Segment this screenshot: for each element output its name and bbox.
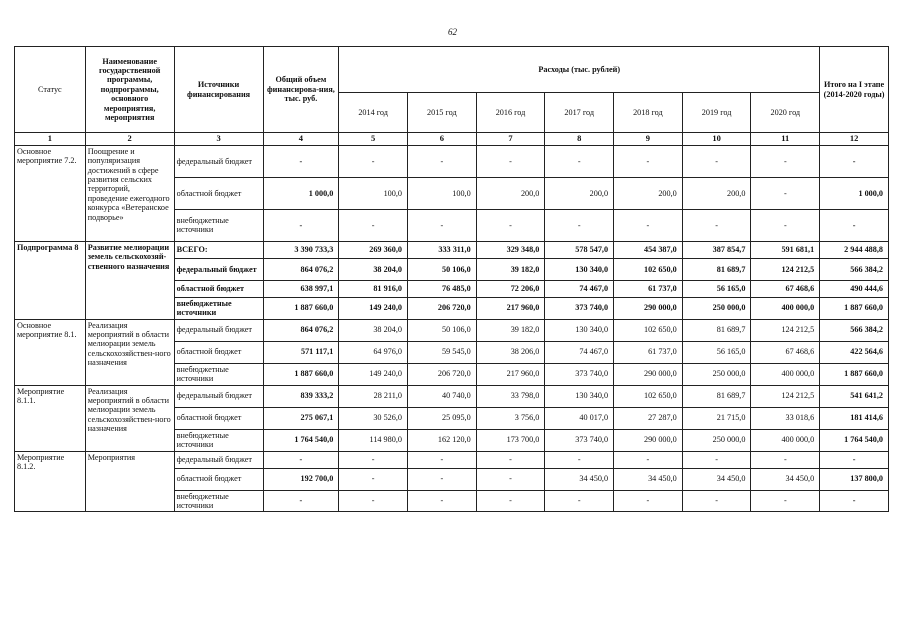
year-value-cell: 33 018,6	[751, 407, 820, 429]
year-value-cell: 250 000,0	[682, 429, 751, 451]
year-value-cell: 56 165,0	[682, 280, 751, 297]
status-cell: Подпрограмма 8	[15, 241, 86, 319]
year-value-cell: 81 689,7	[682, 258, 751, 280]
year-value-cell: 124 212,5	[751, 385, 820, 407]
column-number: 1	[15, 133, 86, 146]
year-value-cell: 200,0	[545, 177, 614, 209]
total-cell: 839 333,2	[263, 385, 339, 407]
year-value-cell: 400 000,0	[751, 363, 820, 385]
year-value-cell: 50 106,0	[407, 258, 476, 280]
year-value-cell: 130 340,0	[545, 258, 614, 280]
year-value-cell: 290 000,0	[614, 429, 683, 451]
name-cell: Развитие мелиорации земель сельскохозяй-ственного назначения	[85, 241, 174, 319]
itogo-cell: 566 384,2	[820, 319, 889, 341]
year-value-cell: -	[614, 451, 683, 468]
year-value-cell: -	[682, 209, 751, 241]
source-cell: федеральный бюджет	[174, 385, 263, 407]
name-cell: Реализация мероприятий в области мелиорации земель сельскохозяйствен-ного назначения	[85, 319, 174, 385]
column-number: 7	[476, 133, 545, 146]
year-value-cell: -	[339, 145, 408, 177]
year-value-cell: 591 681,1	[751, 241, 820, 258]
year-value-cell: 400 000,0	[751, 429, 820, 451]
year-value-cell: -	[751, 145, 820, 177]
column-number-row	[15, 133, 889, 146]
total-cell: 275 067,1	[263, 407, 339, 429]
year-value-cell: -	[339, 468, 408, 490]
year-value-cell: 81 689,7	[682, 385, 751, 407]
header-year: 2017 год	[545, 93, 614, 133]
page-number: 62	[448, 27, 457, 37]
year-value-cell: -	[751, 209, 820, 241]
itogo-cell: 1 000,0	[820, 177, 889, 209]
total-cell: 1 887 660,0	[263, 363, 339, 385]
year-value-cell: -	[407, 451, 476, 468]
year-value-cell: -	[545, 490, 614, 512]
total-cell: 192 700,0	[263, 468, 339, 490]
year-value-cell: 173 700,0	[476, 429, 545, 451]
status-cell: Основное мероприятие 7.2.	[15, 145, 86, 241]
year-value-cell: 206 720,0	[407, 297, 476, 319]
year-value-cell: 39 182,0	[476, 319, 545, 341]
source-cell: внебюджетные источники	[174, 209, 263, 241]
itogo-cell: 490 444,6	[820, 280, 889, 297]
header-year: 2016 год	[476, 93, 545, 133]
year-value-cell: 38 204,0	[339, 319, 408, 341]
year-value-cell: 74 467,0	[545, 341, 614, 363]
year-value-cell: 217 960,0	[476, 297, 545, 319]
total-cell: 864 076,2	[263, 319, 339, 341]
total-cell: 3 390 733,3	[263, 241, 339, 258]
table-row	[15, 319, 889, 341]
year-value-cell: 81 689,7	[682, 319, 751, 341]
year-value-cell: 333 311,0	[407, 241, 476, 258]
year-value-cell: 149 240,0	[339, 297, 408, 319]
year-value-cell: 61 737,0	[614, 280, 683, 297]
column-number: 8	[545, 133, 614, 146]
itogo-cell: -	[820, 209, 889, 241]
source-cell: внебюджетные источники	[174, 429, 263, 451]
column-number: 4	[263, 133, 339, 146]
year-value-cell: 102 650,0	[614, 258, 683, 280]
year-value-cell: -	[682, 145, 751, 177]
total-cell: -	[263, 451, 339, 468]
year-value-cell: -	[476, 490, 545, 512]
total-cell: 1 764 540,0	[263, 429, 339, 451]
year-value-cell: -	[339, 209, 408, 241]
total-cell: 864 076,2	[263, 258, 339, 280]
year-value-cell: 454 387,0	[614, 241, 683, 258]
year-value-cell: 50 106,0	[407, 319, 476, 341]
year-value-cell: 38 206,0	[476, 341, 545, 363]
year-value-cell: 290 000,0	[614, 297, 683, 319]
year-value-cell: -	[682, 490, 751, 512]
year-value-cell: 200,0	[476, 177, 545, 209]
year-value-cell: 217 960,0	[476, 363, 545, 385]
year-value-cell: 40 017,0	[545, 407, 614, 429]
year-value-cell: -	[545, 451, 614, 468]
itogo-cell: 566 384,2	[820, 258, 889, 280]
header-year: 2015 год	[407, 93, 476, 133]
year-value-cell: 40 740,0	[407, 385, 476, 407]
year-value-cell: 67 468,6	[751, 341, 820, 363]
name-cell: Реализация мероприятий в области мелиорации земель сельскохозяйствен-ного назначения	[85, 385, 174, 451]
table-row	[15, 241, 889, 258]
column-number: 2	[85, 133, 174, 146]
year-value-cell: 400 000,0	[751, 297, 820, 319]
year-value-cell: -	[407, 468, 476, 490]
itogo-cell: 541 641,2	[820, 385, 889, 407]
year-value-cell: 27 287,0	[614, 407, 683, 429]
year-value-cell: 64 976,0	[339, 341, 408, 363]
status-cell: Основное мероприятие 8.1.	[15, 319, 86, 385]
year-value-cell: 34 450,0	[751, 468, 820, 490]
year-value-cell: -	[407, 209, 476, 241]
year-value-cell: 100,0	[339, 177, 408, 209]
year-value-cell: 329 348,0	[476, 241, 545, 258]
total-cell: -	[263, 209, 339, 241]
year-value-cell: 206 720,0	[407, 363, 476, 385]
table-row	[15, 145, 889, 177]
year-value-cell: -	[476, 468, 545, 490]
year-value-cell: -	[545, 209, 614, 241]
source-cell: областной бюджет	[174, 341, 263, 363]
year-value-cell: -	[614, 209, 683, 241]
year-value-cell: 114 980,0	[339, 429, 408, 451]
year-value-cell: 162 120,0	[407, 429, 476, 451]
table-row	[15, 385, 889, 407]
year-value-cell: 130 340,0	[545, 319, 614, 341]
year-value-cell: 39 182,0	[476, 258, 545, 280]
itogo-cell: 137 800,0	[820, 468, 889, 490]
source-cell: федеральный бюджет	[174, 451, 263, 468]
year-value-cell: 3 756,0	[476, 407, 545, 429]
total-cell: 1 887 660,0	[263, 297, 339, 319]
column-number: 11	[751, 133, 820, 146]
source-cell: федеральный бюджет	[174, 145, 263, 177]
total-cell: -	[263, 145, 339, 177]
year-value-cell: 38 204,0	[339, 258, 408, 280]
year-value-cell: -	[339, 451, 408, 468]
itogo-cell: 1 887 660,0	[820, 363, 889, 385]
header-total-volume: Общий объем финансирова-ния, тыс. руб.	[263, 47, 339, 133]
year-value-cell: 578 547,0	[545, 241, 614, 258]
header-name: Наименование государственной программы, подпрограммы, основного мероприятия, мероприятия	[85, 47, 174, 133]
name-cell: Мероприятия	[85, 451, 174, 512]
year-value-cell: 74 467,0	[545, 280, 614, 297]
year-value-cell: 102 650,0	[614, 319, 683, 341]
year-value-cell: -	[614, 490, 683, 512]
year-value-cell: 81 916,0	[339, 280, 408, 297]
table-body	[15, 145, 889, 512]
header-sources: Источники финансирования	[174, 47, 263, 133]
year-value-cell: 25 095,0	[407, 407, 476, 429]
total-cell: 1 000,0	[263, 177, 339, 209]
year-value-cell: -	[476, 209, 545, 241]
year-value-cell: 72 206,0	[476, 280, 545, 297]
year-value-cell: 102 650,0	[614, 385, 683, 407]
itogo-cell: 1 764 540,0	[820, 429, 889, 451]
source-cell: областной бюджет	[174, 280, 263, 297]
year-value-cell: 269 360,0	[339, 241, 408, 258]
name-cell: Поощрение и популяризация достижений в сфере развития сельских территорий, проведение ежегодного конкурса «Ветеранское подворье»	[85, 145, 174, 241]
year-value-cell: -	[476, 145, 545, 177]
source-cell: областной бюджет	[174, 177, 263, 209]
year-value-cell: 30 526,0	[339, 407, 408, 429]
year-value-cell: 61 737,0	[614, 341, 683, 363]
year-value-cell: 250 000,0	[682, 297, 751, 319]
year-value-cell: 33 798,0	[476, 385, 545, 407]
header-year: 2020 год	[751, 93, 820, 133]
year-value-cell: -	[751, 177, 820, 209]
year-value-cell: 130 340,0	[545, 385, 614, 407]
header-year: 2018 год	[614, 93, 683, 133]
year-value-cell: 28 211,0	[339, 385, 408, 407]
year-value-cell: 67 468,6	[751, 280, 820, 297]
itogo-cell: -	[820, 451, 889, 468]
status-cell: Мероприятие 8.1.1.	[15, 385, 86, 451]
total-cell: -	[263, 490, 339, 512]
year-value-cell: -	[407, 490, 476, 512]
itogo-cell: 1 887 660,0	[820, 297, 889, 319]
year-value-cell: 124 212,5	[751, 319, 820, 341]
source-cell: внебюджетные источники	[174, 363, 263, 385]
source-cell: областной бюджет	[174, 407, 263, 429]
year-value-cell: 387 854,7	[682, 241, 751, 258]
itogo-cell: -	[820, 490, 889, 512]
budget-table	[14, 46, 889, 512]
year-value-cell: 290 000,0	[614, 363, 683, 385]
year-value-cell: 200,0	[682, 177, 751, 209]
itogo-cell: -	[820, 145, 889, 177]
column-number: 9	[614, 133, 683, 146]
year-value-cell: 59 545,0	[407, 341, 476, 363]
itogo-cell: 2 944 488,8	[820, 241, 889, 258]
itogo-cell: 181 414,6	[820, 407, 889, 429]
year-value-cell: -	[614, 145, 683, 177]
year-value-cell: 250 000,0	[682, 363, 751, 385]
header-status: Статус	[15, 47, 86, 133]
year-value-cell: -	[339, 490, 408, 512]
header-itogo: Итого на I этапе (2014-2020 годы)	[820, 47, 889, 133]
year-value-cell: 373 740,0	[545, 297, 614, 319]
year-value-cell: 34 450,0	[545, 468, 614, 490]
source-cell: внебюджетные источники	[174, 297, 263, 319]
header-year: 2019 год	[682, 93, 751, 133]
year-value-cell: 149 240,0	[339, 363, 408, 385]
source-cell: федеральный бюджет	[174, 258, 263, 280]
source-cell: федеральный бюджет	[174, 319, 263, 341]
source-cell: областной бюджет	[174, 468, 263, 490]
year-value-cell: 373 740,0	[545, 429, 614, 451]
year-value-cell: -	[751, 451, 820, 468]
source-cell: ВСЕГО:	[174, 241, 263, 258]
total-cell: 571 117,1	[263, 341, 339, 363]
total-cell: 638 997,1	[263, 280, 339, 297]
year-value-cell: -	[545, 145, 614, 177]
year-value-cell: 76 485,0	[407, 280, 476, 297]
year-value-cell: -	[751, 490, 820, 512]
column-number: 6	[407, 133, 476, 146]
year-value-cell: 124 212,5	[751, 258, 820, 280]
year-value-cell: -	[476, 451, 545, 468]
year-value-cell: -	[682, 451, 751, 468]
source-cell: внебюджетные источники	[174, 490, 263, 512]
year-value-cell: -	[407, 145, 476, 177]
table-row	[15, 451, 889, 468]
year-value-cell: 100,0	[407, 177, 476, 209]
year-value-cell: 200,0	[614, 177, 683, 209]
column-number: 5	[339, 133, 408, 146]
itogo-cell: 422 564,6	[820, 341, 889, 363]
column-number: 10	[682, 133, 751, 146]
column-number: 3	[174, 133, 263, 146]
year-value-cell: 56 165,0	[682, 341, 751, 363]
column-number: 12	[820, 133, 889, 146]
year-value-cell: 373 740,0	[545, 363, 614, 385]
year-value-cell: 34 450,0	[614, 468, 683, 490]
table-header	[15, 47, 889, 146]
year-value-cell: 34 450,0	[682, 468, 751, 490]
header-year: 2014 год	[339, 93, 408, 133]
header-expenses: Расходы (тыс. рублей)	[339, 47, 820, 93]
status-cell: Мероприятие 8.1.2.	[15, 451, 86, 512]
year-value-cell: 21 715,0	[682, 407, 751, 429]
